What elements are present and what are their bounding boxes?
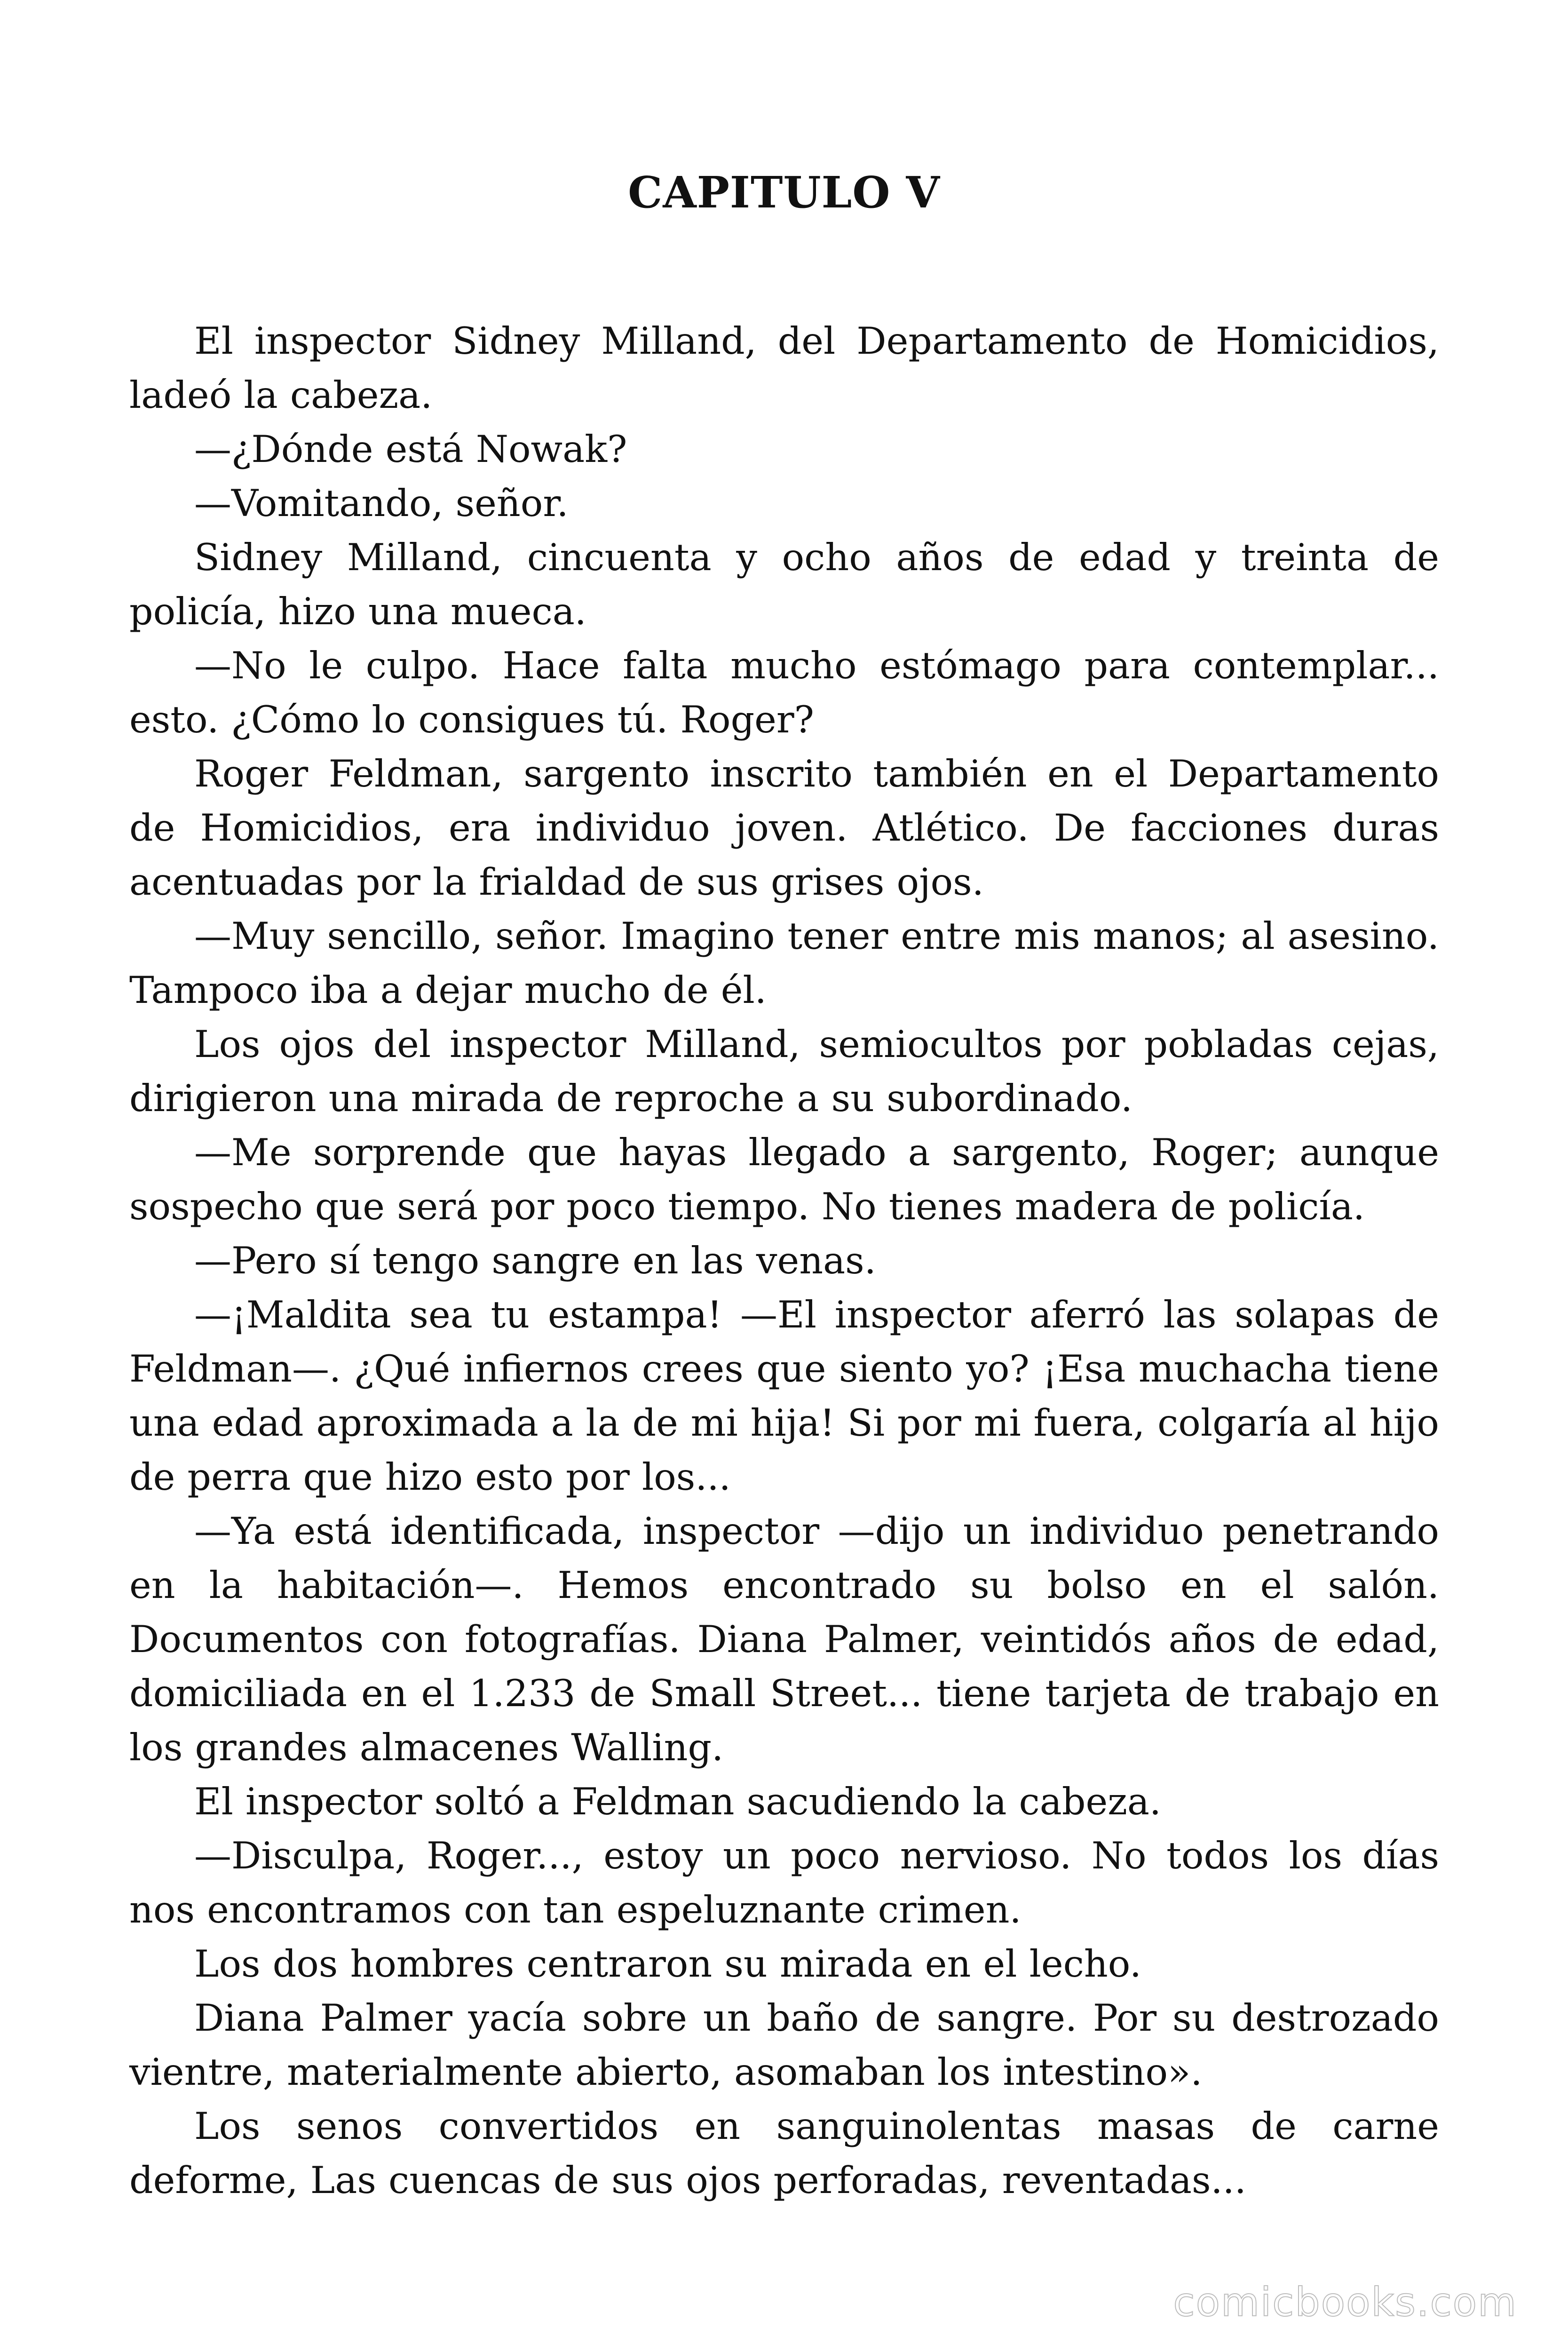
paragraph: Los dos hombres centraron su mirada en el lecho. (194, 1942, 1142, 1986)
paragraph: —Pero sí tengo sangre en las venas. (194, 1239, 876, 1282)
paragraph: El inspector Sidney Milland, del Departamento de Homicidios, ladeó la cabeza. (129, 319, 1439, 417)
paragraph: —No le culpo. Hace falta mucho estómago para contemplar... esto. ¿Cómo lo consigues tú. Roger? (129, 644, 1439, 741)
paragraph: Los ojos del inspector Milland, semiocultos por pobladas cejas, dirigieron una mirada de reproche a su subordinado. (129, 1023, 1439, 1120)
paragraph: Sidney Milland, cincuenta y ocho años de edad y treinta de policía, hizo una mueca. (129, 536, 1439, 633)
paragraph: —Disculpa, Roger..., estoy un poco nervioso. No todos los días nos encontramos con tan espeluznante crimen. (129, 1834, 1439, 1931)
paragraph: —Ya está identificada, inspector —dijo un individuo penetrando en la habitación—. Hemos encontrado su bolso en el salón. Documentos con fotografías. Diana Palmer, veintidós años de edad, domiciliada en el 1.233 de Small Street... tiene tarjeta de trabajo en los grandes almacenes Walling. (129, 1510, 1439, 1769)
watermark: comicbooks.com (1173, 2279, 1517, 2325)
chapter-title: CAPITULO V (628, 167, 940, 218)
paragraph: Diana Palmer yacía sobre un baño de sangre. Por su destrozado vientre, materialmente abierto, asomaban los intestino». (129, 1996, 1439, 2094)
paragraph: El inspector soltó a Feldman sacudiendo la cabeza. (194, 1780, 1162, 1823)
paragraph: —¿Dónde está Nowak? (194, 428, 627, 471)
chapter-body (129, 314, 1439, 2208)
paragraph: Roger Feldman, sargento inscrito también en el Departamento de Homicidios, era individuo joven. Atlético. De facciones duras acentuadas por la frialdad de sus grises ojos. (129, 752, 1439, 904)
paragraph: —¡Maldita sea tu estampa! —El inspector aferró las solapas de Feldman—. ¿Qué infiernos crees que siento yo? ¡Esa muchacha tiene una edad aproximada a la de mi hija! Si por mi fuera, colgaría al hijo de perra que hizo esto por los... (129, 1293, 1439, 1499)
paragraph: Los senos convertidos en sanguinolentas masas de carne deforme, Las cuencas de sus ojos perforadas, reventadas... (129, 2105, 1439, 2202)
paragraph: —Vomitando, señor. (194, 482, 569, 525)
paragraph: —Muy sencillo, señor. Imagino tener entre mis manos; al asesino. Tampoco iba a dejar mucho de él. (129, 914, 1439, 1012)
paragraph: —Me sorprende que hayas llegado a sargento, Roger; aunque sospecho que será por poco tiempo. No tienes madera de policía. (129, 1131, 1439, 1228)
